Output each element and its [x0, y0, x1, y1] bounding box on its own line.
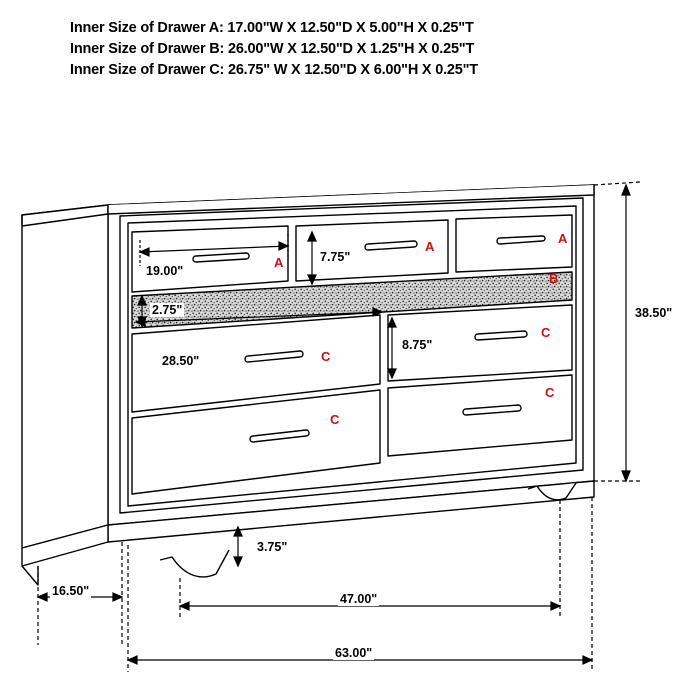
drawer-tag-a2: A — [425, 239, 435, 254]
drawer-tag-b1: B — [549, 271, 559, 286]
spec-line-drawer-c: Inner Size of Drawer C: 26.75" W X 12.50"D X 6.00"H X 0.25"T — [70, 62, 478, 78]
dim-label-63: 63.00" — [335, 646, 373, 660]
dim-label-3-75: 3.75" — [257, 540, 288, 554]
dim-label-19: 19.00" — [146, 264, 184, 278]
dim-label-16-50: 16.50" — [52, 584, 90, 598]
spec-line-drawer-a: Inner Size of Drawer A: 17.00"W X 12.50"D X 5.00"H X 0.25"T — [70, 20, 474, 36]
drawer-tag-a3: A — [558, 231, 568, 246]
spec-line-drawer-b: Inner Size of Drawer B: 26.00"W X 12.50"D X 1.25"H X 0.25"T — [70, 41, 475, 57]
dim-label-38-50: 38.50" — [635, 306, 673, 320]
drawer-tag-c2: C — [321, 349, 331, 364]
dim-label-47: 47.00" — [340, 592, 378, 606]
dim-label-28-50: 28.50" — [162, 354, 200, 368]
drawer-tag-c4: C — [330, 412, 340, 427]
dim-label-2-75: 2.75" — [152, 303, 183, 317]
dim-label-8-75: 8.75" — [402, 338, 433, 352]
drawer-tag-a1: A — [274, 255, 284, 270]
drawer-tag-c1: C — [541, 325, 551, 340]
dim-label-7-75: 7.75" — [320, 250, 351, 264]
drawer-tag-c3: C — [545, 385, 555, 400]
